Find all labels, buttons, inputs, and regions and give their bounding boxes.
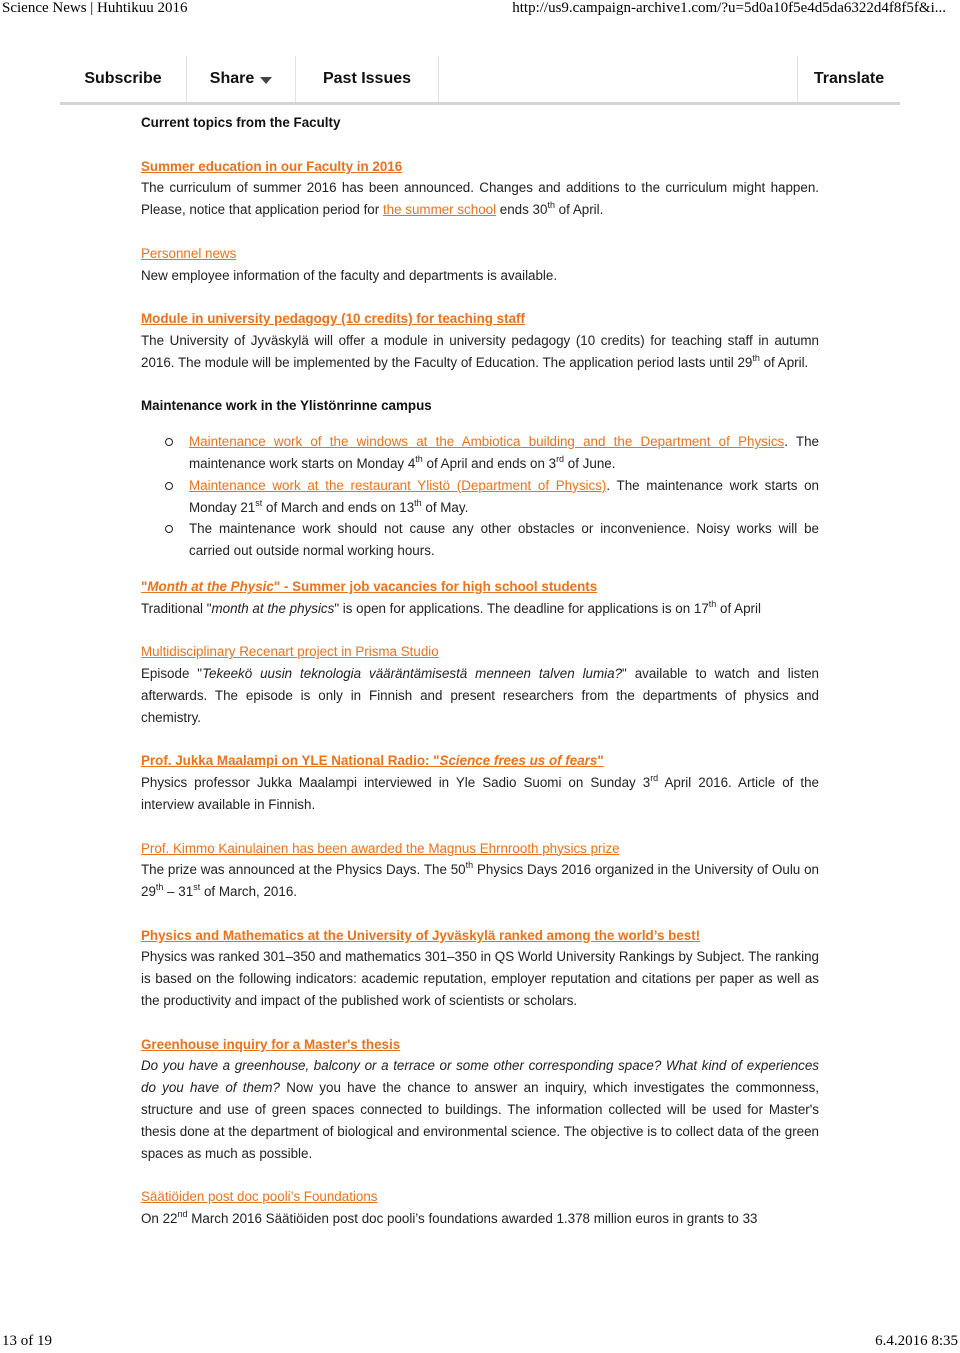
bullet-icon bbox=[165, 482, 173, 490]
recenart-project-link[interactable]: Multidisciplinary Recenart project in Prisma Studio bbox=[141, 644, 439, 660]
section-heading-current-topics: Current topics from the Faculty bbox=[141, 115, 341, 130]
list-item: Maintenance work at the restaurant Ylistö (Department of Physics). The maintenance work starts on Monday 21st of March and ends on 13th of May. bbox=[189, 475, 819, 519]
summer-education-text: The curriculum of summer 2016 has been announced. Changes and additions to the curriculum might happen. Please, notice that application period for the summer school ends 30th of April. bbox=[141, 180, 819, 218]
page-number: 13 of 19 bbox=[2, 1333, 52, 1349]
subscribe-label: Subscribe bbox=[84, 70, 162, 87]
print-footer bbox=[0, 1333, 960, 1353]
maintenance-windows-link[interactable]: Maintenance work of the windows at the Ambiotica building and the Department of Physics bbox=[189, 434, 785, 450]
greenhouse-inquiry-text: Do you have a greenhouse, balcony or a terrace or some other corresponding space? What kind of experiences do you have of them? Now you have the chance to answer an inquiry, which investigates the commonness, structure and use of green spaces connected to buildings. The information collected will be used for Master's thesis done at the department of biological and environmental science. The objective is to collect data of the green spaces as much as possible. bbox=[141, 1058, 819, 1161]
newsletter-content bbox=[141, 112, 819, 1230]
rankings-link[interactable]: Physics and Mathematics at the University of Jyväskylä ranked among the world’s best! bbox=[141, 927, 701, 943]
share-label: Share bbox=[209, 70, 255, 87]
greenhouse-inquiry-link[interactable]: Greenhouse inquiry for a Master's thesis bbox=[141, 1036, 401, 1052]
personnel-news-text: New employee information of the faculty and departments is available. bbox=[141, 267, 558, 283]
maintenance-list bbox=[141, 431, 819, 562]
print-header bbox=[0, 0, 960, 18]
translate-button[interactable] bbox=[798, 56, 900, 102]
section-heading-maintenance: Maintenance work in the Ylistönrinne campus bbox=[141, 398, 432, 414]
past-issues-label: Past Issues bbox=[322, 70, 412, 87]
month-at-physic-text: Traditional "month at the physics" is open for applications. The deadline for applications is on 17th of April bbox=[141, 598, 761, 616]
subscribe-button[interactable] bbox=[60, 56, 187, 102]
physics-prize-text: The prize was announced at the Physics Days. The 50th Physics Days 2016 organized in the University of Oulu on 29th – 31st of March, 2016. bbox=[141, 860, 819, 900]
past-issues-button[interactable] bbox=[296, 56, 439, 102]
share-button[interactable] bbox=[187, 56, 296, 102]
print-header-title: Science News | Huhtikuu 2016 bbox=[2, 0, 188, 16]
print-header-url: http://us9.campaign-archive1.com/?u=5d0a10f5e4d5da6322d4f8f5f&i... bbox=[512, 0, 946, 16]
print-timestamp: 6.4.2016 8:35 bbox=[875, 1333, 958, 1349]
bullet-icon bbox=[165, 438, 173, 446]
month-at-physic-link[interactable]: "Month at the Physic" - Summer job vacancies for high school students bbox=[141, 578, 598, 594]
summer-education-link[interactable]: Summer education in our Faculty in 2016 bbox=[141, 158, 403, 174]
list-item: Maintenance work of the windows at the Ambiotica building and the Department of Physics. The maintenance work starts on Monday 4th of April and ends on 3rd of June. bbox=[189, 431, 819, 475]
rankings-text: Physics was ranked 301–350 and mathematics 301–350 in QS World University Rankings by Subject. The ranking is based on the following indicators: academic reputation, employer reputation and citations per paper as well as the productivity and impact of the published work of scientists or scholars. bbox=[141, 949, 819, 1009]
recenart-project-text: Episode "Tekeekö uusin teknologia vääräntämisestä menneen talven lumia?" available to watch and listen afterwards. The episode is only in Finnish and present researchers from the departments of physics and chemistry. bbox=[141, 666, 819, 725]
yle-radio-text: Physics professor Jukka Maalampi interviewed in Yle Sadio Suomi on Sunday 3rd April 2016. Article of the interview available in Finnish. bbox=[141, 773, 819, 812]
module-pedagogy-text: The University of Jyväskylä will offer a module in university pedagogy (10 credits) for teaching staff in autumn 2016. The module will be implemented by the Faculty of Education. The application period lasts until 29th of April. bbox=[141, 332, 819, 370]
foundations-link[interactable]: Säätiöiden post doc pooli’s Foundations bbox=[141, 1189, 378, 1205]
caret-down-icon bbox=[260, 77, 272, 84]
navbar-spacer bbox=[439, 56, 798, 102]
module-pedagogy-link[interactable]: Module in university pedagogy (10 credits) for teaching staff bbox=[141, 311, 525, 327]
yle-radio-link[interactable]: Prof. Jukka Maalampi on YLE National Radio: "Science frees us of fears" bbox=[141, 753, 604, 769]
translate-label: Translate bbox=[813, 70, 885, 87]
foundations-text: On 22nd March 2016 Säätiöiden post doc pooli’s foundations awarded 1.378 million euros in grants to 33 bbox=[141, 1209, 758, 1227]
bullet-icon bbox=[165, 525, 173, 533]
maintenance-restaurant-link[interactable]: Maintenance work at the restaurant Ylistö (Department of Physics) bbox=[189, 477, 607, 493]
physics-prize-link[interactable]: Prof. Kimmo Kainulainen has been awarded the Magnus Ehrnrooth physics prize bbox=[141, 840, 620, 856]
list-item: The maintenance work should not cause any other obstacles or inconvenience. Noisy works will be carried out outside normal working hours. bbox=[189, 518, 819, 562]
personnel-news-link[interactable]: Personnel news bbox=[141, 245, 237, 261]
top-navbar bbox=[60, 56, 900, 105]
summer-school-link[interactable]: the summer school bbox=[382, 202, 497, 218]
